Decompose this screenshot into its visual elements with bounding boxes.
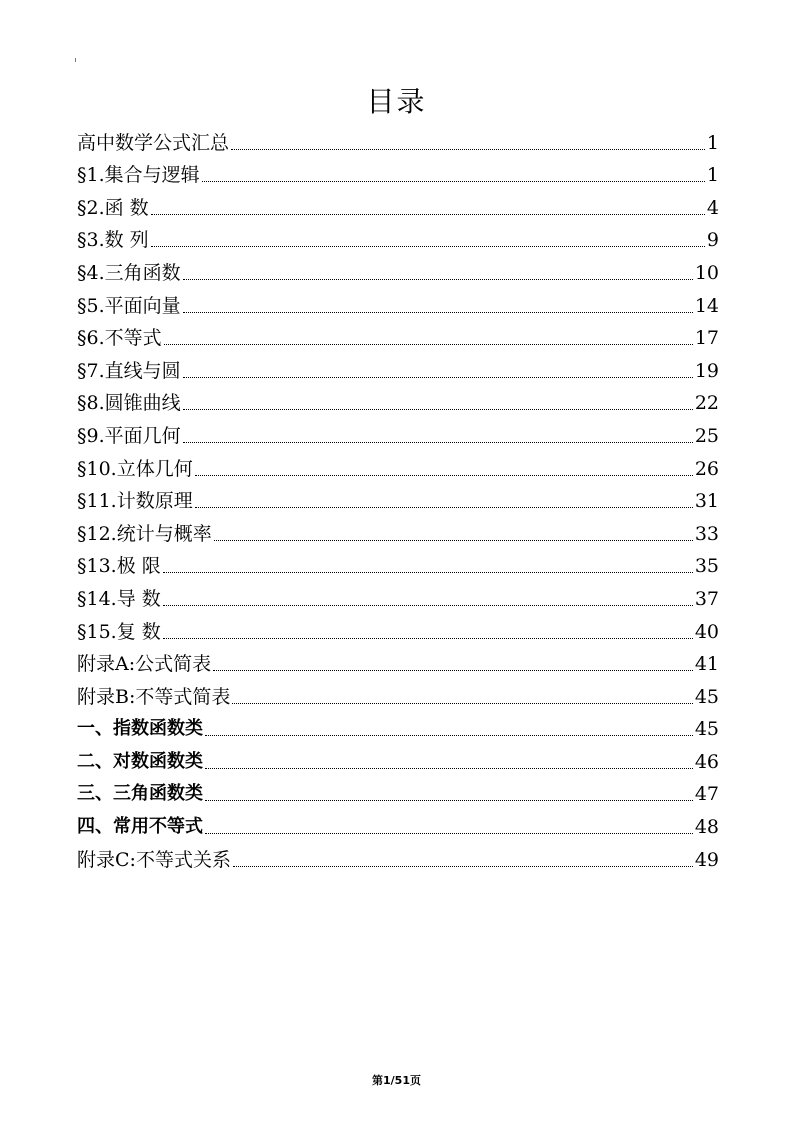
- toc-entry-page: 40: [694, 620, 719, 643]
- toc-entry-page: 19: [694, 359, 719, 382]
- toc-entry[interactable]: [77, 548, 719, 581]
- toc-entry-label: §4.三角函数: [77, 261, 181, 284]
- toc-leader-dots: [183, 442, 693, 443]
- toc-leader-dots: [205, 833, 693, 834]
- toc-leader-dots: [231, 149, 705, 150]
- toc-entry-page: 25: [694, 424, 719, 447]
- toc-entry-label: §1.集合与逻辑: [77, 164, 200, 187]
- toc-entry-label: §9.平面几何: [77, 424, 181, 447]
- page-corner-mark: [75, 58, 76, 62]
- toc-entry[interactable]: [77, 743, 719, 776]
- toc-title: 目录: [366, 85, 427, 118]
- toc-entry-label: 二、对数函数类: [77, 750, 203, 772]
- toc-entry[interactable]: [77, 808, 719, 841]
- toc-list: [77, 124, 719, 874]
- toc-entry-label: §8.圆锥曲线: [77, 392, 181, 415]
- toc-entry-label: 附录A:公式简表: [77, 653, 212, 676]
- toc-leader-dots: [151, 246, 705, 247]
- toc-entry[interactable]: [77, 776, 719, 809]
- toc-leader-dots: [183, 377, 693, 378]
- toc-leader-dots: [205, 800, 693, 801]
- toc-entry[interactable]: [77, 515, 719, 548]
- toc-leader-dots: [183, 409, 693, 410]
- toc-entry[interactable]: [77, 450, 719, 483]
- toc-entry[interactable]: [77, 352, 719, 385]
- toc-entry-label: §14.导 数: [77, 587, 161, 610]
- toc-entry-page: 22: [694, 392, 719, 415]
- toc-leader-dots: [233, 866, 693, 867]
- toc-entry-page: 35: [694, 555, 719, 578]
- toc-entry-label: §6.不等式: [77, 327, 162, 350]
- toc-entry-label: 三、三角函数类: [77, 783, 203, 805]
- toc-entry[interactable]: [77, 124, 719, 157]
- toc-leader-dots: [164, 344, 693, 345]
- toc-leader-dots: [163, 638, 693, 639]
- toc-entry[interactable]: [77, 189, 719, 222]
- toc-entry-label: §15.复 数: [77, 620, 161, 643]
- toc-leader-dots: [213, 670, 693, 671]
- toc-entry[interactable]: [77, 320, 719, 353]
- toc-entry-page: 33: [694, 522, 719, 545]
- toc-entry-page: 31: [694, 490, 719, 513]
- toc-entry[interactable]: [77, 385, 719, 418]
- toc-entry-page: 37: [694, 587, 719, 610]
- toc-leader-dots: [214, 540, 693, 541]
- toc-entry-label: §11.计数原理: [77, 490, 193, 513]
- toc-entry-page: 1: [706, 131, 719, 154]
- toc-entry-label: §3.数 列: [77, 229, 149, 252]
- toc-entry[interactable]: [77, 254, 719, 287]
- toc-entry-label: 一、指数函数类: [77, 718, 203, 740]
- toc-entry-page: 9: [706, 229, 719, 252]
- toc-entry[interactable]: [77, 483, 719, 516]
- toc-leader-dots: [163, 605, 693, 606]
- toc-entry-page: 45: [694, 718, 719, 741]
- toc-leader-dots: [163, 572, 693, 573]
- toc-entry-page: 47: [694, 783, 719, 806]
- toc-entry[interactable]: [77, 711, 719, 744]
- toc-entry-label: 附录C:不等式关系: [77, 848, 231, 871]
- toc-entry[interactable]: [77, 678, 719, 711]
- toc-entry[interactable]: [77, 157, 719, 190]
- toc-entry-label: §5.平面向量: [77, 294, 181, 317]
- toc-entry-label: §2.函 数: [77, 196, 149, 219]
- toc-entry-page: 48: [694, 816, 719, 839]
- toc-entry-page: 1: [706, 164, 719, 187]
- toc-entry-page: 46: [694, 750, 719, 773]
- toc-entry[interactable]: [77, 613, 719, 646]
- toc-leader-dots: [183, 279, 693, 280]
- page-footer-number: 第1/51页: [372, 1074, 421, 1087]
- toc-entry[interactable]: [77, 841, 719, 874]
- toc-entry-label: 高中数学公式汇总: [77, 131, 230, 154]
- toc-entry-page: 26: [694, 457, 719, 480]
- toc-entry[interactable]: [77, 222, 719, 255]
- toc-leader-dots: [205, 735, 693, 736]
- toc-leader-dots: [205, 768, 693, 769]
- toc-leader-dots: [195, 475, 693, 476]
- toc-leader-dots: [202, 181, 705, 182]
- toc-entry-page: 45: [694, 685, 719, 708]
- toc-entry-label: §12.统计与概率: [77, 522, 212, 545]
- toc-entry-label: 附录B:不等式简表: [77, 685, 231, 708]
- toc-entry[interactable]: [77, 287, 719, 320]
- toc-entry-label: §10.立体几何: [77, 457, 193, 480]
- toc-leader-dots: [195, 507, 693, 508]
- toc-entry-label: §13.极 限: [77, 555, 161, 578]
- toc-entry-page: 17: [694, 327, 719, 350]
- toc-entry-label: 四、常用不等式: [77, 816, 203, 838]
- toc-entry-page: 41: [694, 653, 719, 676]
- toc-entry-label: §7.直线与圆: [77, 359, 181, 382]
- toc-entry[interactable]: [77, 580, 719, 613]
- toc-leader-dots: [151, 214, 705, 215]
- toc-entry-page: 49: [694, 848, 719, 871]
- toc-entry-page: 14: [694, 294, 719, 317]
- toc-entry-page: 10: [694, 261, 719, 284]
- toc-entry-page: 4: [706, 196, 719, 219]
- toc-entry[interactable]: [77, 646, 719, 679]
- toc-entry[interactable]: [77, 417, 719, 450]
- toc-leader-dots: [232, 703, 692, 704]
- toc-leader-dots: [183, 312, 693, 313]
